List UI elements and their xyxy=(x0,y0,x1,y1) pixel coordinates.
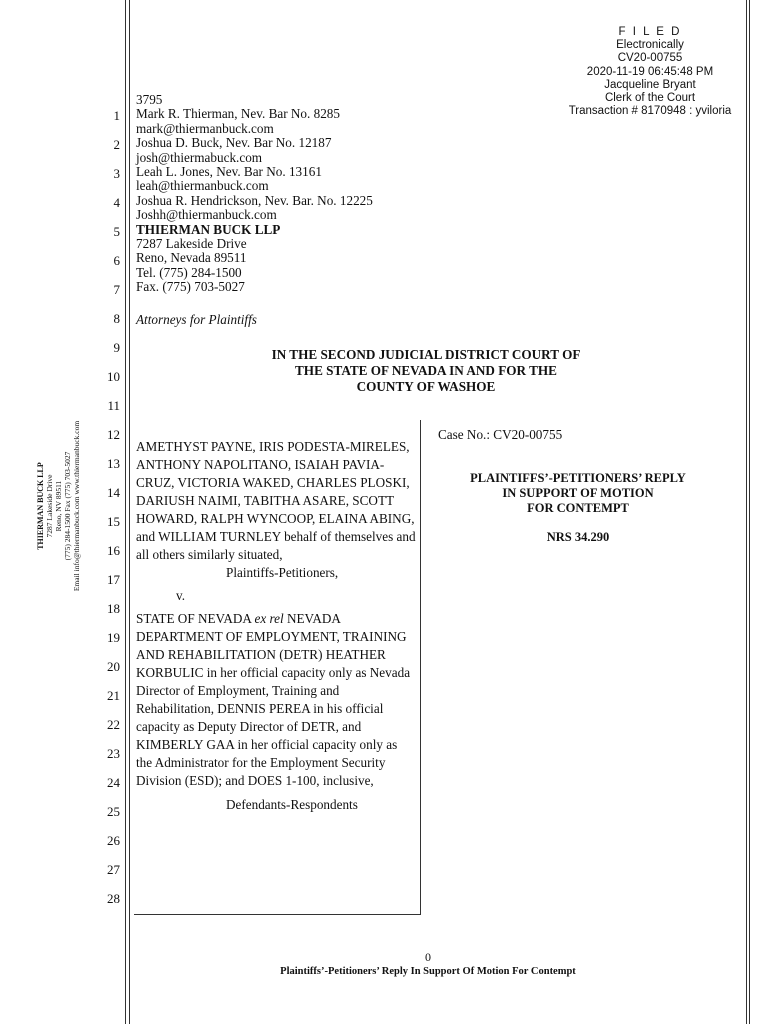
case-code: 3795 xyxy=(136,92,163,107)
parties-caption xyxy=(136,438,416,814)
line-number: 15 xyxy=(107,514,120,529)
line-number: 7 xyxy=(113,282,120,297)
counsel-line: Mark R. Thierman, Nev. Bar No. 8285 xyxy=(136,106,340,122)
footer-title: Plaintiffs’-Petitioners’ Reply In Support Of Motion For Contempt xyxy=(280,966,576,977)
line-number: 20 xyxy=(107,659,120,674)
counsel-line: Tel. (775) 284-1500 xyxy=(136,264,242,280)
line-number: 23 xyxy=(107,746,120,761)
line-number: 13 xyxy=(107,456,120,471)
line-number: 27 xyxy=(107,862,120,877)
filed-label: F I L E D xyxy=(618,26,682,38)
counsel-line: Joshua R. Hendrickson, Nev. Bar. No. 12225 xyxy=(136,192,373,208)
counsel-line: Joshua D. Buck, Nev. Bar No. 12187 xyxy=(136,135,332,151)
line-number: 9 xyxy=(113,340,120,355)
line-number: 8 xyxy=(113,311,120,326)
counsel-line: Fax. (775) 703-5027 xyxy=(136,279,245,295)
line-number: 16 xyxy=(107,543,120,558)
line-number: 2 xyxy=(113,137,120,152)
right-margin-rule xyxy=(746,0,747,1024)
counsel-line: josh@thiermabuck.com xyxy=(136,149,263,165)
line-number: 14 xyxy=(107,485,120,500)
line-number: 12 xyxy=(107,427,120,442)
counsel-line: 7287 Lakeside Drive xyxy=(136,236,247,252)
title-line: IN SUPPORT OF MOTION xyxy=(502,486,654,500)
court-line: IN THE SECOND JUDICIAL DISTRICT COURT OF xyxy=(271,347,581,362)
sidebar-firm: THIERMAN BUCK LLP xyxy=(36,462,45,550)
line-number: 18 xyxy=(107,601,120,616)
counsel-line: mark@thiermanbuck.com xyxy=(136,120,274,136)
line-number: 21 xyxy=(107,688,120,703)
court-line: THE STATE OF NEVADA IN AND FOR THE xyxy=(295,363,557,378)
line-number: 5 xyxy=(113,224,120,239)
counsel-line: leah@thiermanbuck.com xyxy=(136,178,269,194)
stamp-line: Electronically xyxy=(616,39,684,52)
sidebar-contact: Email info@thiermanbuck.com www.thiermanbuck.com xyxy=(72,420,81,592)
stamp-line: CV20-00755 xyxy=(617,52,683,65)
line-number: 1 xyxy=(113,108,120,123)
line-number: 11 xyxy=(107,398,120,413)
defendant-role: Defendants-Respondents xyxy=(226,797,358,812)
title-line: FOR CONTEMPT xyxy=(527,501,629,515)
line-number: 6 xyxy=(113,253,120,268)
page-number: 0 xyxy=(425,950,431,964)
counsel-line: Leah L. Jones, Nev. Bar No. 13161 xyxy=(136,164,322,180)
sidebar-address: 7287 Lakeside Drive xyxy=(45,474,54,538)
plaintiff-role: Plaintiffs-Petitioners, xyxy=(226,565,339,580)
line-number: 25 xyxy=(107,804,120,819)
counsel-line: Reno, Nevada 89511 xyxy=(136,250,247,266)
sidebar-phone: (775) 284-1500 Fax (775) 703-5027 xyxy=(63,451,72,561)
firm-name: THIERMAN BUCK LLP xyxy=(136,221,281,237)
stamp-line: Transaction # 8170948 : yviloria xyxy=(568,105,732,118)
court-heading xyxy=(200,347,652,395)
court-line: COUNTY OF WASHOE xyxy=(356,379,496,394)
statute: NRS 34.290 xyxy=(546,530,610,544)
counsel-block xyxy=(136,93,436,295)
stamp-line: 2020-11-19 06:45:48 PM xyxy=(586,65,714,78)
versus: v. xyxy=(176,588,186,603)
plaintiff-names: AMETHYST PAYNE, IRIS PODESTA-MIRELES, ANTHONY NAPOLITANO, ISAIAH PAVIA-CRUZ, VICTORIA WAKED, CHARLES PLOSKI, DARIUSH NAIMI, TABITHA ASARE, SCOTT HOWARD, RALPH WYNCOOP, ELAINA ABING, and WILLIAM TURNLEY behalf of themselves and all others similarly situated, xyxy=(136,439,416,562)
stamp-line: Clerk of the Court xyxy=(604,92,696,105)
stamp-line: Jacqueline Bryant xyxy=(604,78,696,91)
filing-stamp xyxy=(550,26,750,118)
left-margin-rule xyxy=(125,0,126,1024)
line-number: 4 xyxy=(113,195,120,210)
sidebar-city: Reno, NV 89511 xyxy=(54,480,63,532)
counsel-line: Joshh@thiermanbuck.com xyxy=(136,207,277,223)
defendant-names: NEVADA DEPARTMENT OF EMPLOYMENT, TRAINING AND REHABILITATION (DETR) HEATHER KORBULIC in her official capacity only as Nevada Director of Employment, Training and Rehabilitation, DENNIS PEREA in his official capacity as Deputy Director of DETR, and KIMBERLY GAA in her official capacity only as the Administrator for the Employment Security Division (ESD); and DOES 1-100, inclusive, xyxy=(136,611,411,788)
ex-rel: ex rel xyxy=(254,611,284,626)
defendant-prefix: STATE OF NEVADA xyxy=(136,611,255,626)
attorneys-for: Attorneys for Plaintiffs xyxy=(136,312,257,327)
line-number: 24 xyxy=(107,775,120,790)
line-numbers xyxy=(92,101,120,913)
line-number: 22 xyxy=(107,717,120,732)
document-title xyxy=(436,471,720,516)
right-margin-rule-inner xyxy=(749,0,750,1024)
left-margin-rule-inner xyxy=(129,0,130,1024)
line-number: 28 xyxy=(107,891,120,906)
line-number: 26 xyxy=(107,833,120,848)
line-number: 19 xyxy=(107,630,120,645)
title-line: PLAINTIFFS’-PETITIONERS’ REPLY xyxy=(470,471,686,485)
case-number: Case No.: CV20-00755 xyxy=(438,427,563,442)
line-number: 17 xyxy=(107,572,120,587)
line-number: 3 xyxy=(113,166,120,181)
line-number: 10 xyxy=(107,369,120,384)
